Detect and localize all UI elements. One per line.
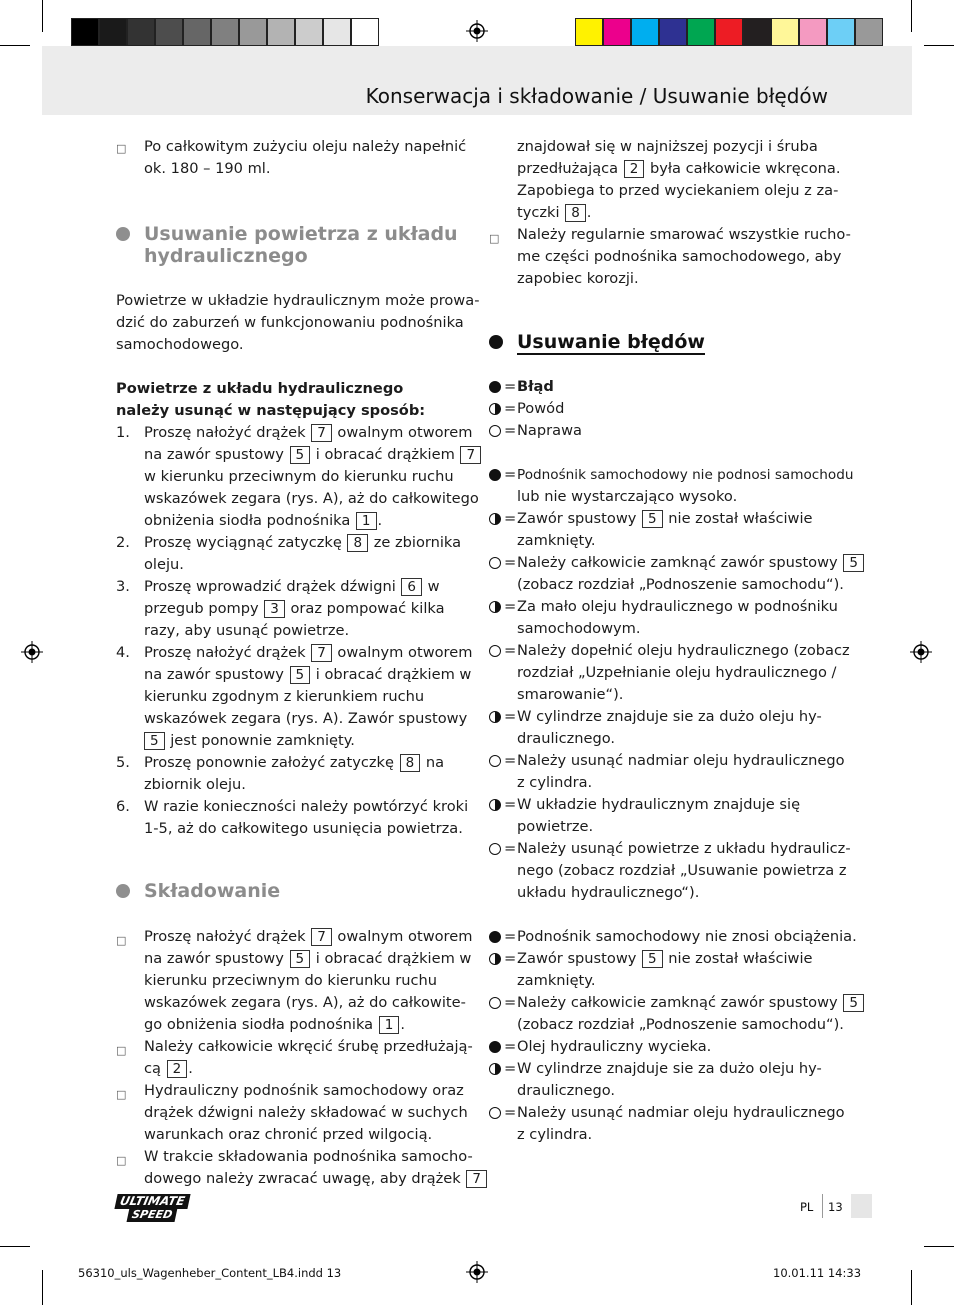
cause-line: W cylindrze znajduje sie za dużo oleju hy- [517,708,822,725]
step-text: jest ponownie zamknięty. [165,732,355,749]
page-number-tab [851,1194,872,1218]
error-symbol-icon [489,1041,501,1053]
language-code: PL [800,1200,814,1214]
color-swatch [99,18,127,46]
cause-line: zamknięty. [517,972,596,989]
part-number-box: 5 [290,950,311,968]
equals-sign: = [504,378,517,395]
fix-line: układu hydraulicznego“). [517,884,700,901]
part-number-box: 2 [167,1060,188,1078]
equals-sign: = [504,642,517,659]
cause-symbol-icon [489,799,501,811]
fix-line: (zobacz rozdział „Podnoszenie samochodu“). [517,576,844,593]
storage-line [144,1058,193,1080]
step-text: przegub pompy [144,600,264,617]
step-text: i obracać drążkiem [311,446,460,463]
color-swatch [715,18,743,46]
storage-text: . [400,1016,405,1033]
part-number-box: 5 [642,510,663,528]
cause-text: nie został właściwie [663,510,813,527]
equals-sign: = [504,950,517,967]
storage-line [144,948,471,970]
step-line [144,422,472,444]
bold-intro-line: Powietrze z układu hydraulicznego [116,380,404,397]
step-number: 3. [116,578,130,595]
color-swatch [71,18,99,46]
storage-line: kierunku przeciwnym do kierunku ruchu [144,972,438,989]
step-number: 2. [116,534,130,551]
part-number-box: 7 [466,1170,487,1188]
section-heading: Usuwanie powietrza z układu [144,223,458,245]
date-slug: 10.01.11 14:33 [773,1266,862,1280]
step-number: 4. [116,644,130,661]
cause-line: Za mało oleju hydraulicznego w podnośniku [517,598,838,615]
logo-line: SPEED [127,1208,178,1222]
section-heading: Składowanie [144,880,281,902]
color-swatch [155,18,183,46]
part-number-box: 5 [843,554,864,572]
cause-line [517,948,813,970]
step-text: owalnym otworem [332,424,473,441]
cause-symbol-icon [489,953,501,965]
equals-sign: = [504,598,517,615]
part-number-box: 7 [311,424,332,442]
equals-sign: = [504,752,517,769]
fix-text: Należy całkowicie zamknąć zawór spustowy [517,554,843,571]
color-swatch [799,18,827,46]
crop-mark [911,1270,912,1305]
section-heading: hydraulicznego [144,245,308,267]
storage-line: drążek dźwigni należy składować w suchych [144,1104,468,1121]
fix-line: (zobacz rozdział „Podnoszenie samochodu“). [517,1016,844,1033]
color-swatch [687,18,715,46]
step-line [144,752,444,774]
text-line: zapobiec korozji. [517,270,639,287]
equals-sign: = [504,1104,517,1121]
step-line: zbiornik oleju. [144,776,246,793]
step-text: Proszę wyciągnąć zatyczkę [144,534,347,551]
fix-text: Należy całkowicie zamknąć zawór spustowy [517,994,843,1011]
color-swatch [575,18,603,46]
cause-line [517,508,813,530]
step-line: razy, aby usunąć powietrze. [144,622,350,639]
fix-symbol-icon [489,557,501,569]
equals-sign: = [504,466,517,483]
part-number-box: 5 [843,994,864,1012]
color-swatch [211,18,239,46]
text-line: Po całkowitym zużyciu oleju należy napełnić [144,138,467,155]
storage-text: na zawór spustowy [144,950,289,967]
cause-symbol-icon [489,513,501,525]
equals-sign: = [504,510,517,527]
section-bullet-icon [489,335,503,349]
step-text: na [421,754,445,771]
fix-symbol-icon [489,425,501,437]
step-line: oleju. [144,556,184,573]
section-bullet-icon [116,884,130,898]
step-text: na zawór spustowy [144,446,289,463]
equals-sign: = [504,554,517,571]
checkbox-bullet-icon: □ [116,1088,127,1101]
crop-mark [924,45,954,46]
storage-text: dowego należy zwracać uwagę, aby drążek [144,1170,466,1187]
color-swatch [855,18,883,46]
part-number-box: 5 [290,666,311,684]
legend-fix: Naprawa [517,422,582,439]
equals-sign: = [504,840,517,857]
part-number-box: 5 [642,950,663,968]
part-number-box: 5 [144,732,165,750]
brand-logo [114,1194,198,1224]
step-line [144,598,445,620]
text-span: przedłużająca [517,160,623,177]
fix-line: rozdział „Uzpełnianie oleju hydraulicznego / [517,664,837,681]
cause-line: zamknięty. [517,532,596,549]
fix-line: Należy usunąć nadmiar oleju hydraulicznego [517,752,845,769]
fix-line: Należy dopełnić oleju hydraulicznego (zobacz [517,642,850,659]
fix-line: smarowanie“). [517,686,624,703]
text-line: me części podnośnika samochodowego, aby [517,248,842,265]
crop-mark [0,1246,30,1247]
paragraph-line: dzić do zaburzeń w funkcjonowaniu podnośnika [116,314,464,331]
cause-symbol-icon [489,1063,501,1075]
color-swatch [631,18,659,46]
step-line: wskazówek zegara (rys. A). Zawór spustowy [144,710,468,727]
storage-line: W trakcie składowania podnośnika samocho- [144,1148,473,1165]
fix-symbol-icon [489,755,501,767]
storage-line: warunkach oraz chronić przed wilgocią. [144,1126,433,1143]
cause-line: samochodowym. [517,620,641,637]
page-number: 13 [828,1200,843,1214]
part-number-box: 1 [356,512,377,530]
equals-sign: = [504,422,517,439]
registration-mark-icon [466,1261,488,1283]
storage-line: Należy całkowicie wkręcić śrubę przedłużają- [144,1038,473,1055]
checkbox-bullet-icon: □ [489,232,500,245]
text-line [517,158,840,180]
step-line [144,642,472,664]
color-swatch [743,18,771,46]
registration-mark-icon [21,641,43,663]
step-text: Proszę ponownie założyć zatyczkę [144,754,399,771]
equals-sign: = [504,796,517,813]
part-number-box: 1 [379,1016,400,1034]
logo-line: ULTIMATE [114,1194,190,1209]
fix-symbol-icon [489,843,501,855]
text-span: była całkowicie wkręcona. [645,160,841,177]
fix-line: nego (zobacz rozdział „Usuwanie powietrza z [517,862,847,879]
equals-sign: = [504,928,517,945]
cause-line: draulicznego. [517,1082,616,1099]
legend-error: Błąd [517,378,554,395]
crop-mark [924,1246,954,1247]
step-text: w [423,578,440,595]
cause-line: W układzie hydraulicznym znajduje się [517,796,801,813]
text-line: Zapobiega to przed wyciekaniem oleju z za- [517,182,839,199]
bold-intro-line: należy usunąć w następujący sposób: [116,402,426,419]
step-text: obniżenia siodła podnośnika [144,512,355,529]
storage-text: owalnym otworem [332,928,473,945]
part-number-box: 7 [460,446,481,464]
checkbox-bullet-icon: □ [116,1154,127,1167]
step-text: ze zbiornika [369,534,462,551]
error-line: Olej hydrauliczny wycieka. [517,1038,712,1055]
error-line: Podnośnik samochodowy nie znosi obciążenia. [517,928,857,945]
crop-mark [42,0,43,32]
step-text: oraz pompować kilka [285,600,445,617]
equals-sign: = [504,1060,517,1077]
text-span: . [586,204,592,221]
part-number-box: 5 [290,446,311,464]
cause-text: nie został właściwie [663,950,813,967]
color-swatch [239,18,267,46]
file-slug: 56310_uls_Wagenheber_Content_LB4.indd 13 [78,1266,342,1280]
text-span: tyczki [517,204,565,221]
storage-line: wskazówek zegara (rys. A), aż do całkowite- [144,994,466,1011]
text-line: znajdował się w najniższej pozycji i śruba [517,138,818,155]
color-swatch [295,18,323,46]
color-swatch [827,18,855,46]
fix-line: Należy usunąć powietrze z układu hydraulicz- [517,840,851,857]
step-text: . [377,512,383,529]
footer-divider [822,1194,823,1218]
step-text: na zawór spustowy [144,666,289,683]
text-line: Należy regularnie smarować wszystkie rucho- [517,226,851,243]
cause-symbol-icon [489,403,501,415]
part-number-box: 7 [311,928,332,946]
step-text: i obracać drążkiem w [311,666,472,683]
cause-text: Zawór spustowy [517,950,642,967]
storage-text: Proszę nałożyć drążek [144,928,311,945]
step-line [144,664,471,686]
paragraph-line: Powietrze w układzie hydraulicznym może prowa- [116,292,480,309]
legend-cause: Powód [517,400,565,417]
storage-line: Hydrauliczny podnośnik samochodowy oraz [144,1082,464,1099]
step-text: Proszę nałożyć drążek [144,424,311,441]
cause-symbol-icon [489,711,501,723]
step-line: 1-5, aż do całkowitego usunięcia powietrza. [144,820,463,837]
step-number: 1. [116,424,130,441]
fix-line [517,552,865,574]
storage-line [144,1168,488,1190]
fix-line: z cylindra. [517,774,593,791]
cause-line: powietrze. [517,818,594,835]
registration-mark-icon [466,20,488,42]
fix-line: Należy usunąć nadmiar oleju hydraulicznego [517,1104,845,1121]
equals-sign: = [504,708,517,725]
storage-text: cą [144,1060,166,1077]
equals-sign: = [504,400,517,417]
equals-sign: = [504,994,517,1011]
part-number-box: 8 [565,204,586,222]
error-symbol-icon [489,381,501,393]
error-symbol-icon [489,469,501,481]
step-text: Proszę nałożyć drążek [144,644,311,661]
color-swatch [659,18,687,46]
section-bullet-icon [116,227,130,241]
storage-text: . [188,1060,193,1077]
step-line: w kierunku przeciwnym do kierunku ruchu [144,468,454,485]
color-swatch [351,18,379,46]
fix-symbol-icon [489,645,501,657]
fix-symbol-icon [489,997,501,1009]
section-heading: Usuwanie błędów [517,331,705,353]
storage-line [144,1014,405,1036]
color-swatch [183,18,211,46]
step-line: kierunku zgodnym z kierunkiem ruchu [144,688,425,705]
step-line [144,444,482,466]
page-title: Konserwacja i składowanie / Usuwanie błędów [365,84,828,108]
color-swatch [603,18,631,46]
part-number-box: 6 [401,578,422,596]
fix-line: z cylindra. [517,1126,593,1143]
color-swatch [771,18,799,46]
cause-text: Zawór spustowy [517,510,642,527]
cause-symbol-icon [489,601,501,613]
crop-mark [911,0,912,32]
step-line [144,730,355,752]
step-line [144,510,382,532]
step-number: 6. [116,798,130,815]
registration-mark-icon [910,641,932,663]
step-number: 5. [116,754,130,771]
color-swatch [127,18,155,46]
fix-line [517,992,865,1014]
step-text: owalnym otworem [332,644,473,661]
color-swatch [267,18,295,46]
storage-text: i obracać drążkiem w [311,950,472,967]
text-line: ok. 180 – 190 ml. [144,160,271,177]
checkbox-bullet-icon: □ [116,142,127,155]
equals-sign: = [504,1038,517,1055]
storage-line [144,926,472,948]
checkbox-bullet-icon: □ [116,934,127,947]
part-number-box: 3 [264,600,285,618]
step-line [144,576,440,598]
step-text: Proszę wprowadzić drążek dźwigni [144,578,401,595]
error-line: lub nie wystarczająco wysoko. [517,488,738,505]
checkbox-bullet-icon: □ [116,1044,127,1057]
step-line [144,532,461,554]
part-number-box: 7 [311,644,332,662]
part-number-box: 2 [624,160,645,178]
part-number-box: 8 [347,534,368,552]
color-swatch [323,18,351,46]
error-symbol-icon [489,931,501,943]
fix-symbol-icon [489,1107,501,1119]
error-line: Podnośnik samochodowy nie podnosi samochodu [517,467,854,483]
crop-mark [42,1270,43,1305]
crop-mark [0,45,30,46]
text-line [517,202,591,224]
step-line: W razie konieczności należy powtórzyć kroki [144,798,469,815]
cause-line: draulicznego. [517,730,616,747]
step-line: wskazówek zegara (rys. A), aż do całkowitego [144,490,479,507]
paragraph-line: samochodowego. [116,336,244,353]
storage-text: go obniżenia siodła podnośnika [144,1016,378,1033]
part-number-box: 8 [400,754,421,772]
cause-line: W cylindrze znajduje sie za dużo oleju hy- [517,1060,822,1077]
